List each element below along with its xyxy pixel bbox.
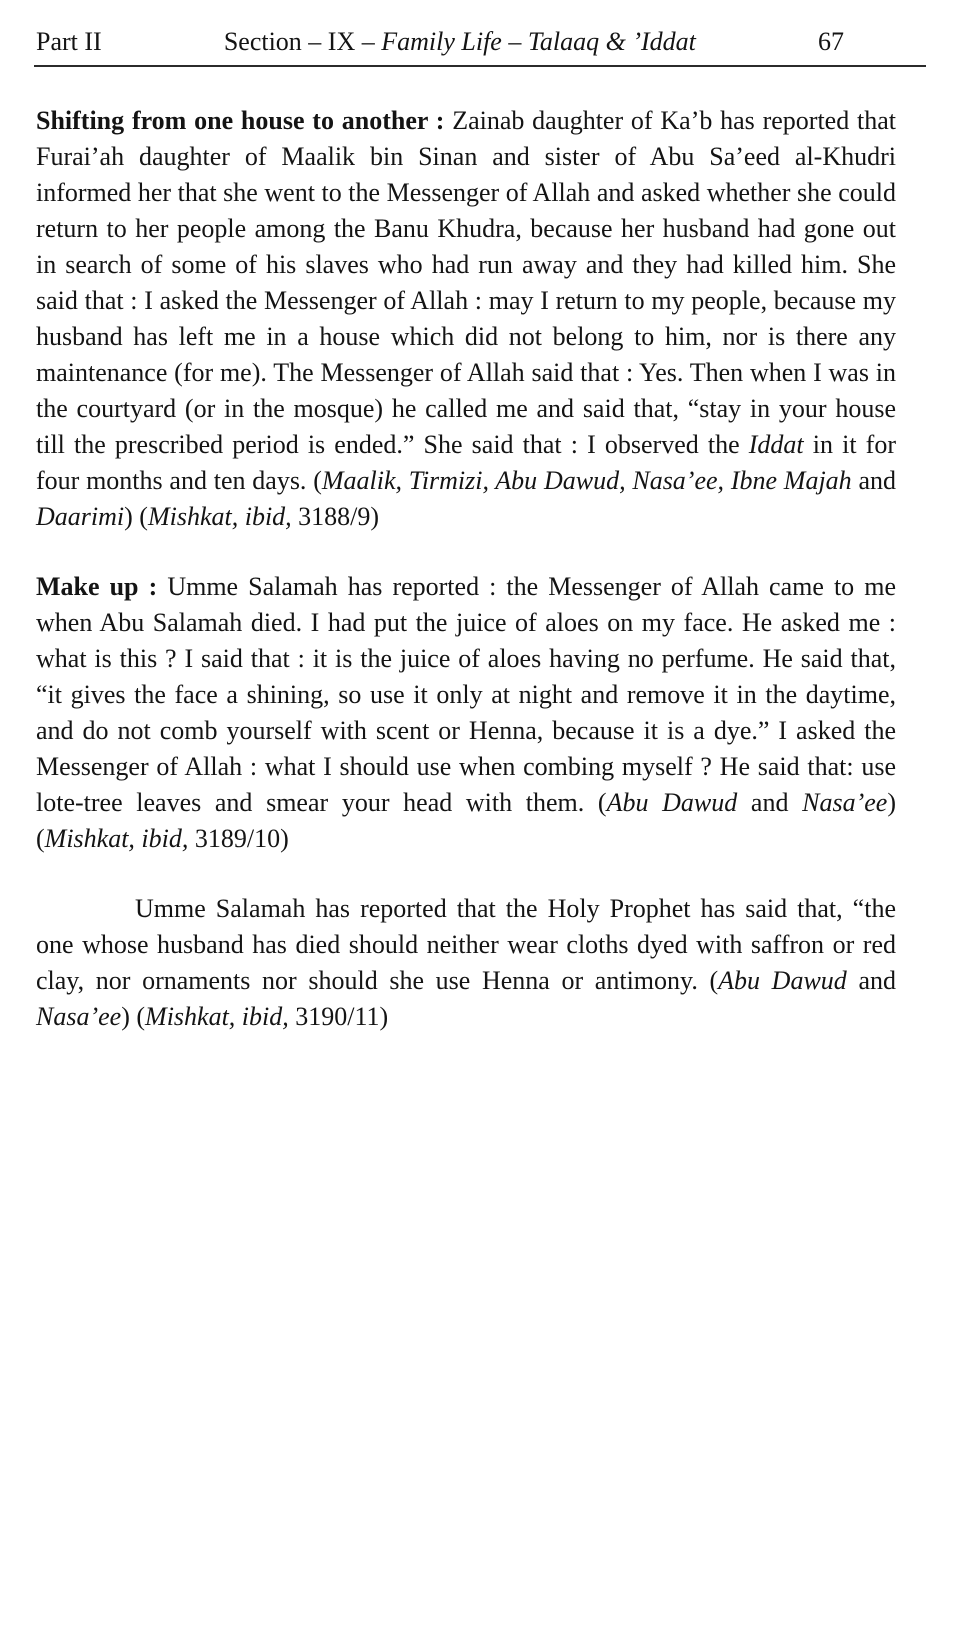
text-segment: Umme Salamah has reported that the Holy Prophet has said that, “the one whose husband has died should neither wear cloths dyed with saffron or red clay, nor ornaments nor should she use Henna or antimony. ( <box>36 894 896 995</box>
text-segment: Daarimi <box>36 502 125 531</box>
text-segment: Mishkat, ibid, <box>147 502 292 531</box>
page-header <box>36 26 896 58</box>
paragraph-make-up <box>36 569 896 857</box>
text-segment: Zainab daughter of Ka’b has reported that Furai’ah daughter of Maalik bin Sinan and sister of Abu Sa’eed al-Khudri informed her that she went to the Messenger of Allah and asked whether she could return to her people among the Banu Khudra, because her husband had gone out in search of some of his slaves who had run away and they had killed him. She said that : I asked the Messenger of Allah : may I return to my people, because my husband has left me in a house which did not belong to him, nor is there any maintenance (for me). The Messenger of Allah said that : Yes. Then when I was in the courtyard (or in the mosque) he called me and said that, “stay in your house till the prescribed period is ended.” She said that : I observed the <box>36 106 897 459</box>
section-title-plain: Section – IX – <box>223 27 382 56</box>
text-segment: Nasa’ee <box>36 1002 122 1031</box>
text-segment: and <box>846 966 896 995</box>
text-segment: Make up : <box>36 572 168 601</box>
text-segment: and <box>737 788 803 817</box>
section-title-italic: Family Life – Talaaq & ’Iddat <box>381 27 696 56</box>
paragraph-shifting-from-one-house-to-another <box>36 103 896 535</box>
text-segment: Shifting from one house to another : <box>36 106 453 135</box>
page-body <box>36 103 896 1035</box>
header-rule <box>34 65 926 67</box>
text-segment: Umme Salamah has reported : the Messenger of Allah came to me when Abu Salamah died. I had put the juice of aloes on my face. He asked me : what is this ? I said that : it is the juice of aloes having no perfume. He said that, “it gives the face a shining, so use it only at night and remove it in the daytime, and do not comb yourself with scent or Henna, because it is a dye.” I asked the Messenger of Allah : what I should use when combing myself ? He said that: use lote-tree leaves and smear your head with them. ( <box>36 572 896 817</box>
text-segment: in it for four months and ten days. ( <box>36 430 896 495</box>
part-label: Part II <box>36 27 102 56</box>
text-segment: Mishkat, ibid, <box>44 824 189 853</box>
text-segment: 3188/9) <box>291 502 380 531</box>
text-segment: and <box>851 466 896 495</box>
text-segment: Abu Dawud <box>718 966 847 995</box>
text-segment: Nasa’ee <box>802 788 888 817</box>
text-segment: ) ( <box>121 1002 146 1031</box>
page-number: 67 <box>818 27 844 56</box>
section-title <box>102 26 818 58</box>
paragraph-umme-salamah-mourning <box>36 891 896 1035</box>
text-segment: 3190/11) <box>288 1002 389 1031</box>
text-segment: Mishkat, ibid, <box>145 1002 289 1031</box>
text-segment: 3189/10) <box>188 824 289 853</box>
text-segment: Iddat <box>748 430 804 459</box>
text-segment: ) ( <box>124 502 148 531</box>
text-segment: ) ( <box>36 788 897 853</box>
text-segment: Maalik, Tirmizi, Abu Dawud, Nasa’ee, Ibne Majah <box>321 466 852 495</box>
text-segment: Abu Dawud <box>606 788 738 817</box>
